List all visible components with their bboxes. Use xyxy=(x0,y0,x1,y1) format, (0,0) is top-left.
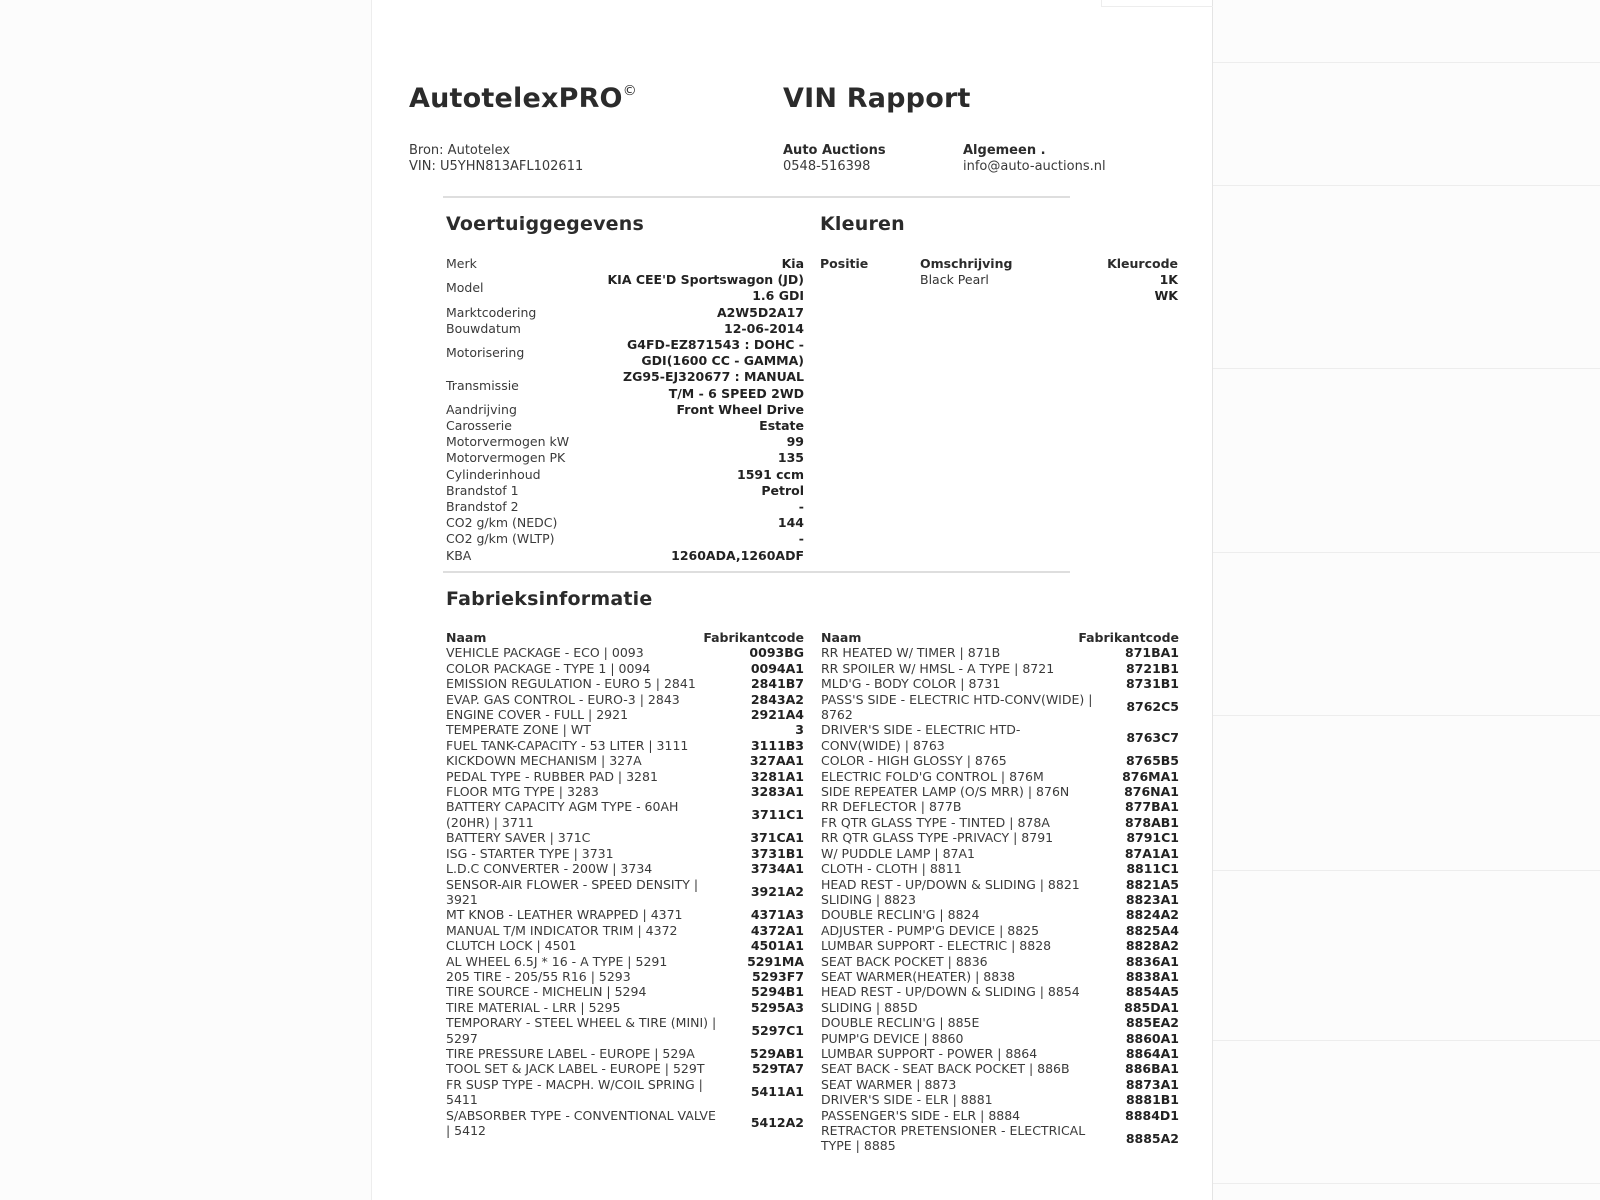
factory-item-code: 3283A1 xyxy=(750,784,804,800)
factory-item-code: 8864A1 xyxy=(1125,1045,1179,1061)
factory-row xyxy=(821,923,1179,938)
contact-name: Auto Auctions xyxy=(783,142,886,158)
factory-item-name: DRIVER'S SIDE - ELR | 8881 xyxy=(821,1092,993,1108)
factory-row xyxy=(821,938,1179,953)
colors-rows xyxy=(820,272,1178,304)
factory-item-code: 2841B7 xyxy=(750,676,804,692)
factory-item-code: 8821A5 xyxy=(1125,876,1179,892)
factory-row xyxy=(821,969,1179,984)
section-divider-line xyxy=(443,571,1070,573)
factory-item-name: DRIVER'S SIDE - ELECTRIC HTD-CONV(WIDE) | 8763 xyxy=(821,722,1021,753)
factory-item-code: 876MA1 xyxy=(1122,768,1179,784)
field-value: KIA CEE'D Sportswagon (JD) 1.6 GDI xyxy=(607,272,804,304)
factory-item-code: 8884D1 xyxy=(1125,1107,1179,1123)
factory-item-name: BATTERY SAVER | 371C xyxy=(446,830,591,846)
factory-table-header xyxy=(821,630,1179,645)
field-value: 144 xyxy=(777,515,804,531)
factory-row xyxy=(821,1000,1179,1015)
factory-item-name: TIRE PRESSURE LABEL - EUROPE | 529A xyxy=(446,1045,695,1061)
factory-section-title: Fabrieksinformatie xyxy=(446,588,653,610)
factory-row xyxy=(446,1108,804,1139)
field-label: Motorvermogen PK xyxy=(446,450,566,466)
factory-item-name: FR QTR GLASS TYPE - TINTED | 878A xyxy=(821,814,1050,830)
factory-item-code: 8811C1 xyxy=(1126,861,1179,877)
factory-item-name: ELECTRIC FOLD'G CONTROL | 876M xyxy=(821,768,1044,784)
vehicle-row xyxy=(446,548,804,564)
factory-row xyxy=(821,846,1179,861)
factory-row xyxy=(821,753,1179,768)
factory-item-name: LUMBAR SUPPORT - POWER | 8864 xyxy=(821,1045,1038,1061)
factory-item-name: TEMPERATE ZONE | WT xyxy=(446,722,591,738)
factory-item-code: 5297C1 xyxy=(751,1022,804,1038)
scan-artifact-line xyxy=(1213,185,1600,186)
factory-item-code: 4372A1 xyxy=(750,922,804,938)
factory-item-name: MLD'G - BODY COLOR | 8731 xyxy=(821,676,1001,692)
vehicle-row xyxy=(446,256,804,272)
field-value: 1260ADA,1260ADF xyxy=(671,547,804,563)
factory-row xyxy=(821,907,1179,922)
vehicle-row xyxy=(446,337,804,369)
factory-item-name: MANUAL T/M INDICATOR TRIM | 4372 xyxy=(446,922,678,938)
page-content xyxy=(409,0,1179,1154)
scan-artifact-line xyxy=(1213,1183,1600,1184)
factory-row xyxy=(446,984,804,999)
factory-rows-right xyxy=(821,645,1179,1153)
factory-item-name: DOUBLE RECLIN'G | 885E xyxy=(821,1015,980,1031)
factory-item-name: COLOR PACKAGE - TYPE 1 | 0094 xyxy=(446,660,651,676)
factory-item-name: LUMBAR SUPPORT - ELECTRIC | 8828 xyxy=(821,938,1052,954)
factory-item-code: 327AA1 xyxy=(749,753,804,769)
field-label: Motorisering xyxy=(446,345,525,361)
factory-item-code: 5295A3 xyxy=(750,999,804,1015)
scan-artifact-line xyxy=(1101,6,1213,7)
vehicle-row xyxy=(446,418,804,434)
factory-item-name: MT KNOB - LEATHER WRAPPED | 4371 xyxy=(446,907,683,923)
copyright-mark: © xyxy=(622,83,637,99)
vehicle-rows xyxy=(446,256,804,564)
factory-row xyxy=(821,861,1179,876)
factory-row xyxy=(446,877,804,908)
field-label: Brandstof 2 xyxy=(446,499,519,515)
factory-row xyxy=(821,1077,1179,1092)
factory-row xyxy=(446,938,804,953)
factory-item-name: HEAD REST - UP/DOWN & SLIDING | 8854 xyxy=(821,984,1080,1000)
factory-item-name: SEAT BACK - SEAT BACK POCKET | 886B xyxy=(821,1061,1070,1077)
field-label: Marktcodering xyxy=(446,304,537,320)
factory-item-code: 8825A4 xyxy=(1125,922,1179,938)
document-page xyxy=(371,0,1213,1200)
factory-row xyxy=(446,661,804,676)
factory-item-code: 3921A2 xyxy=(750,884,804,900)
factory-row xyxy=(446,830,804,845)
col-naam: Naam xyxy=(446,630,487,645)
factory-item-code: 529AB1 xyxy=(750,1045,804,1061)
factory-item-name: SLIDING | 885D xyxy=(821,999,918,1015)
factory-item-code: 87A1A1 xyxy=(1124,845,1179,861)
factory-item-code: 3281A1 xyxy=(750,768,804,784)
scan-artifact-line xyxy=(1213,870,1600,871)
col-omschrijving: Omschrijving xyxy=(920,256,1013,271)
field-value: Kia xyxy=(781,256,804,271)
factory-item-code: 8854A5 xyxy=(1125,984,1179,1000)
factory-item-name: KICKDOWN MECHANISM | 327A xyxy=(446,753,642,769)
factory-row xyxy=(446,676,804,691)
field-value: 99 xyxy=(786,434,804,450)
factory-item-name: CLUTCH LOCK | 4501 xyxy=(446,938,577,954)
page-title: VIN Rapport xyxy=(783,83,971,114)
vehicle-row xyxy=(446,272,804,304)
factory-item-name: FLOOR MTG TYPE | 3283 xyxy=(446,784,599,800)
factory-row xyxy=(446,769,804,784)
factory-row xyxy=(446,1046,804,1061)
factory-item-name: RETRACTOR PRETENSIONER - ELECTRICAL TYPE | 8885 xyxy=(821,1123,1086,1154)
brand-title-text: AutotelexPRO xyxy=(409,83,623,114)
colors-table-header xyxy=(820,256,1178,272)
factory-item-name: PASS'S SIDE - ELECTRIC HTD-CONV(WIDE) | 8762 xyxy=(821,691,1093,723)
scan-artifact-line xyxy=(1213,368,1600,369)
field-label: Aandrijving xyxy=(446,401,517,417)
field-label: Model xyxy=(446,280,484,296)
field-value: G4FD-EZ871543 : DOHC - GDI(1600 CC - GAMMA) xyxy=(627,337,804,369)
factory-row xyxy=(446,907,804,922)
field-value: 12-06-2014 xyxy=(724,320,804,336)
factory-column-left xyxy=(446,630,804,1154)
factory-row xyxy=(446,861,804,876)
vehicle-section-title: Voertuiggegevens xyxy=(446,213,644,235)
factory-row xyxy=(446,1077,804,1108)
factory-row xyxy=(821,877,1179,892)
report-header xyxy=(409,84,1140,114)
factory-item-name: TIRE SOURCE - MICHELIN | 5294 xyxy=(446,984,647,1000)
factory-item-name: W/ PUDDLE LAMP | 87A1 xyxy=(821,845,976,861)
factory-row xyxy=(821,830,1179,845)
field-value: 1591 ccm xyxy=(737,466,804,482)
factory-item-name: EMISSION REGULATION - EURO 5 | 2841 xyxy=(446,676,696,692)
contact-phone: 0548-516398 xyxy=(783,159,871,175)
field-value: Front Wheel Drive xyxy=(676,401,804,417)
factory-item-code: 877BA1 xyxy=(1125,799,1179,815)
factory-row xyxy=(821,784,1179,799)
factory-row xyxy=(821,984,1179,999)
factory-item-code: 8828A2 xyxy=(1125,938,1179,954)
factory-row xyxy=(821,661,1179,676)
color-code-line: WK xyxy=(1154,288,1178,304)
factory-item-name: TEMPORARY - STEEL WHEEL & TIRE (MINI) | 5297 xyxy=(446,1015,717,1046)
factory-item-code: 5411A1 xyxy=(750,1084,804,1100)
factory-item-name: CLOTH - CLOTH | 8811 xyxy=(821,861,962,877)
factory-row xyxy=(821,769,1179,784)
factory-item-name: FR SUSP TYPE - MACPH. W/COIL SPRING | 5411 xyxy=(446,1076,703,1108)
factory-row xyxy=(446,846,804,861)
factory-item-name: RR QTR GLASS TYPE -PRIVACY | 8791 xyxy=(821,830,1054,846)
factory-item-code: 8824A2 xyxy=(1125,907,1179,923)
factory-item-name: VEHICLE PACKAGE - ECO | 0093 xyxy=(446,645,644,661)
factory-item-name: PEDAL TYPE - RUBBER PAD | 3281 xyxy=(446,768,658,784)
factory-item-name: TIRE MATERIAL - LRR | 5295 xyxy=(446,999,621,1015)
factory-item-name: SEAT WARMER | 8873 xyxy=(821,1076,957,1092)
factory-item-name: RR HEATED W/ TIMER | 871B xyxy=(821,645,1001,661)
factory-item-name: RR DEFLECTOR | 877B xyxy=(821,799,962,815)
factory-item-code: 8721B1 xyxy=(1125,660,1179,676)
field-label: Carosserie xyxy=(446,418,512,434)
factory-row xyxy=(821,1123,1179,1154)
field-label: Brandstof 1 xyxy=(446,482,519,498)
factory-item-name: SENSOR-AIR FLOWER - SPEED DENSITY | 3921 xyxy=(446,876,699,907)
factory-item-code: 876NA1 xyxy=(1124,784,1179,800)
field-label: Merk xyxy=(446,256,477,271)
field-label: CO2 g/km (WLTP) xyxy=(446,531,555,547)
factory-item-name: PUMP'G DEVICE | 8860 xyxy=(821,1030,964,1046)
factory-item-name: COLOR - HIGH GLOSSY | 8765 xyxy=(821,753,1007,769)
color-code-line: 1K xyxy=(1159,272,1178,288)
factory-item-code: 2921A4 xyxy=(750,707,804,723)
factory-item-code: 3734A1 xyxy=(750,861,804,877)
factory-item-code: 8762C5 xyxy=(1126,699,1179,715)
factory-item-code: 886BA1 xyxy=(1125,1061,1179,1077)
factory-row xyxy=(821,645,1179,660)
factory-item-name: PASSENGER'S SIDE - ELR | 8884 xyxy=(821,1107,1021,1123)
factory-item-name: ENGINE COVER - FULL | 2921 xyxy=(446,707,629,723)
factory-row xyxy=(446,1000,804,1015)
vehicle-row xyxy=(446,515,804,531)
field-value: ZG95-EJ320677 : MANUAL T/M - 6 SPEED 2WD xyxy=(623,369,804,401)
factory-item-name: SEAT BACK POCKET | 8836 xyxy=(821,953,988,969)
factory-row xyxy=(446,722,804,737)
factory-item-name: SLIDING | 8823 xyxy=(821,891,916,907)
factory-row xyxy=(821,1092,1179,1107)
field-label: Transmissie xyxy=(446,377,519,393)
factory-item-code: 529TA7 xyxy=(751,1061,804,1077)
factory-item-name: SIDE REPEATER LAMP (O/S MRR) | 876N xyxy=(821,784,1070,800)
factory-item-code: 8881B1 xyxy=(1125,1092,1179,1108)
vehicle-row xyxy=(446,402,804,418)
vehicle-row xyxy=(446,450,804,466)
factory-row xyxy=(821,799,1179,814)
factory-item-code: 885EA2 xyxy=(1125,1015,1179,1031)
factory-row xyxy=(446,1015,804,1046)
factory-item-name: FUEL TANK-CAPACITY - 53 LITER | 3111 xyxy=(446,737,689,753)
vehicle-row xyxy=(446,483,804,499)
factory-item-code: 8763C7 xyxy=(1126,730,1179,746)
field-value: 135 xyxy=(777,450,804,466)
col-naam: Naam xyxy=(821,630,862,645)
field-value: - xyxy=(798,499,804,515)
field-label: Bouwdatum xyxy=(446,320,521,336)
section-vehicle-data xyxy=(446,213,804,564)
vehicle-row xyxy=(446,369,804,401)
section-factory-info xyxy=(446,588,1179,1154)
factory-row xyxy=(821,1108,1179,1123)
factory-item-code: 8836A1 xyxy=(1125,953,1179,969)
field-label: Cylinderinhoud xyxy=(446,466,541,482)
factory-item-code: 5293F7 xyxy=(751,968,804,984)
source-line: Bron: Autotelex xyxy=(409,142,511,158)
factory-item-code: 3 xyxy=(795,722,804,738)
factory-row xyxy=(821,1015,1179,1030)
factory-item-name: RR SPOILER W/ HMSL - A TYPE | 8721 xyxy=(821,660,1055,676)
factory-item-code: 871BA1 xyxy=(1125,645,1179,661)
vehicle-row xyxy=(446,305,804,321)
vehicle-row xyxy=(446,499,804,515)
factory-item-code: 371CA1 xyxy=(750,830,804,846)
factory-item-name: HEAD REST - UP/DOWN & SLIDING | 8821 xyxy=(821,876,1080,892)
color-kleurcode xyxy=(1080,272,1178,304)
color-positie xyxy=(820,272,920,304)
factory-item-code: 3731B1 xyxy=(750,845,804,861)
factory-row xyxy=(821,1031,1179,1046)
field-value: - xyxy=(798,531,804,547)
factory-row xyxy=(446,923,804,938)
scan-artifact-line xyxy=(1213,715,1600,716)
factory-item-code: 885DA1 xyxy=(1124,999,1179,1015)
factory-item-code: 2843A2 xyxy=(750,691,804,707)
vehicle-row xyxy=(446,321,804,337)
report-meta xyxy=(409,143,1140,176)
factory-row xyxy=(446,707,804,722)
factory-item-name: AL WHEEL 6.5J * 16 - A TYPE | 5291 xyxy=(446,953,668,969)
factory-row xyxy=(446,954,804,969)
header-divider-line xyxy=(443,196,1070,198)
factory-item-name: BATTERY CAPACITY AGM TYPE - 60AH (20HR) | 3711 xyxy=(446,799,679,830)
factory-item-code: 3111B3 xyxy=(750,737,804,753)
vehicle-row xyxy=(446,467,804,483)
color-omschrijving: Black Pearl xyxy=(920,272,989,288)
factory-row xyxy=(821,676,1179,691)
colors-section-title: Kleuren xyxy=(820,213,905,235)
factory-item-name: 205 TIRE - 205/55 R16 | 5293 xyxy=(446,968,631,984)
factory-item-code: 3711C1 xyxy=(751,807,804,823)
factory-item-code: 8791C1 xyxy=(1126,830,1179,846)
factory-item-code: 5291MA xyxy=(747,953,804,969)
vehicle-row xyxy=(446,434,804,450)
factory-row xyxy=(446,969,804,984)
factory-table-header xyxy=(446,630,804,645)
factory-row xyxy=(446,692,804,707)
factory-item-name: ADJUSTER - PUMP'G DEVICE | 8825 xyxy=(821,922,1040,938)
factory-rows-left xyxy=(446,645,804,1138)
scan-artifact-line xyxy=(1213,552,1600,553)
col-kleurcode: Kleurcode xyxy=(1107,256,1178,271)
field-label: Motorvermogen kW xyxy=(446,434,570,450)
factory-row xyxy=(446,784,804,799)
factory-item-code: 8860A1 xyxy=(1125,1030,1179,1046)
brand-title xyxy=(409,84,783,114)
factory-item-name: TOOL SET & JACK LABEL - EUROPE | 529T xyxy=(446,1061,705,1077)
col-fabrikantcode: Fabrikantcode xyxy=(703,630,804,645)
factory-item-code: 878AB1 xyxy=(1125,814,1179,830)
factory-row xyxy=(446,799,804,830)
color-row xyxy=(820,272,1178,304)
factory-item-name: SEAT WARMER(HEATER) | 8838 xyxy=(821,968,1016,984)
factory-item-code: 8823A1 xyxy=(1125,891,1179,907)
general-label: Algemeen . xyxy=(963,142,1046,158)
col-positie: Positie xyxy=(820,256,869,271)
field-value: Petrol xyxy=(761,482,804,498)
factory-item-name: S/ABSORBER TYPE - CONVENTIONAL VALVE | 5412 xyxy=(446,1107,716,1138)
factory-row xyxy=(821,815,1179,830)
factory-row xyxy=(821,692,1179,723)
factory-row xyxy=(446,753,804,768)
factory-row xyxy=(821,892,1179,907)
factory-item-code: 4501A1 xyxy=(750,938,804,954)
factory-item-name: ISG - STARTER TYPE | 3731 xyxy=(446,845,614,861)
factory-column-right xyxy=(821,630,1179,1154)
factory-row xyxy=(821,722,1179,753)
factory-row xyxy=(821,1061,1179,1076)
scan-artifact-line xyxy=(1213,1040,1600,1041)
factory-item-code: 8765B5 xyxy=(1125,753,1179,769)
field-label: KBA xyxy=(446,547,472,563)
vin-line: VIN: U5YHN813AFL102611 xyxy=(409,159,584,175)
col-fabrikantcode: Fabrikantcode xyxy=(1078,630,1179,645)
scan-artifact-line xyxy=(1101,0,1102,7)
factory-item-code: 8885A2 xyxy=(1125,1130,1179,1146)
factory-item-code: 0094A1 xyxy=(750,660,804,676)
factory-item-code: 8838A1 xyxy=(1125,968,1179,984)
factory-item-code: 8731B1 xyxy=(1125,676,1179,692)
factory-item-code: 5294B1 xyxy=(750,984,804,1000)
section-colors xyxy=(820,213,1178,305)
factory-row xyxy=(446,1061,804,1076)
factory-item-name: DOUBLE RECLIN'G | 8824 xyxy=(821,907,980,923)
factory-item-code: 0093BG xyxy=(749,645,804,661)
general-email: info@auto-auctions.nl xyxy=(963,159,1106,175)
factory-item-code: 8873A1 xyxy=(1125,1076,1179,1092)
field-label: CO2 g/km (NEDC) xyxy=(446,515,558,531)
scan-artifact-line xyxy=(1213,62,1600,63)
factory-row xyxy=(821,1046,1179,1061)
factory-row xyxy=(446,738,804,753)
factory-item-name: L.D.C CONVERTER - 200W | 3734 xyxy=(446,861,653,877)
factory-item-code: 5412A2 xyxy=(750,1115,804,1131)
factory-row xyxy=(821,954,1179,969)
field-value: A2W5D2A17 xyxy=(717,304,804,320)
field-value: Estate xyxy=(759,418,804,434)
vehicle-row xyxy=(446,531,804,547)
factory-item-code: 4371A3 xyxy=(750,907,804,923)
factory-item-name: EVAP. GAS CONTROL - EURO-3 | 2843 xyxy=(446,691,680,707)
factory-row xyxy=(446,645,804,660)
